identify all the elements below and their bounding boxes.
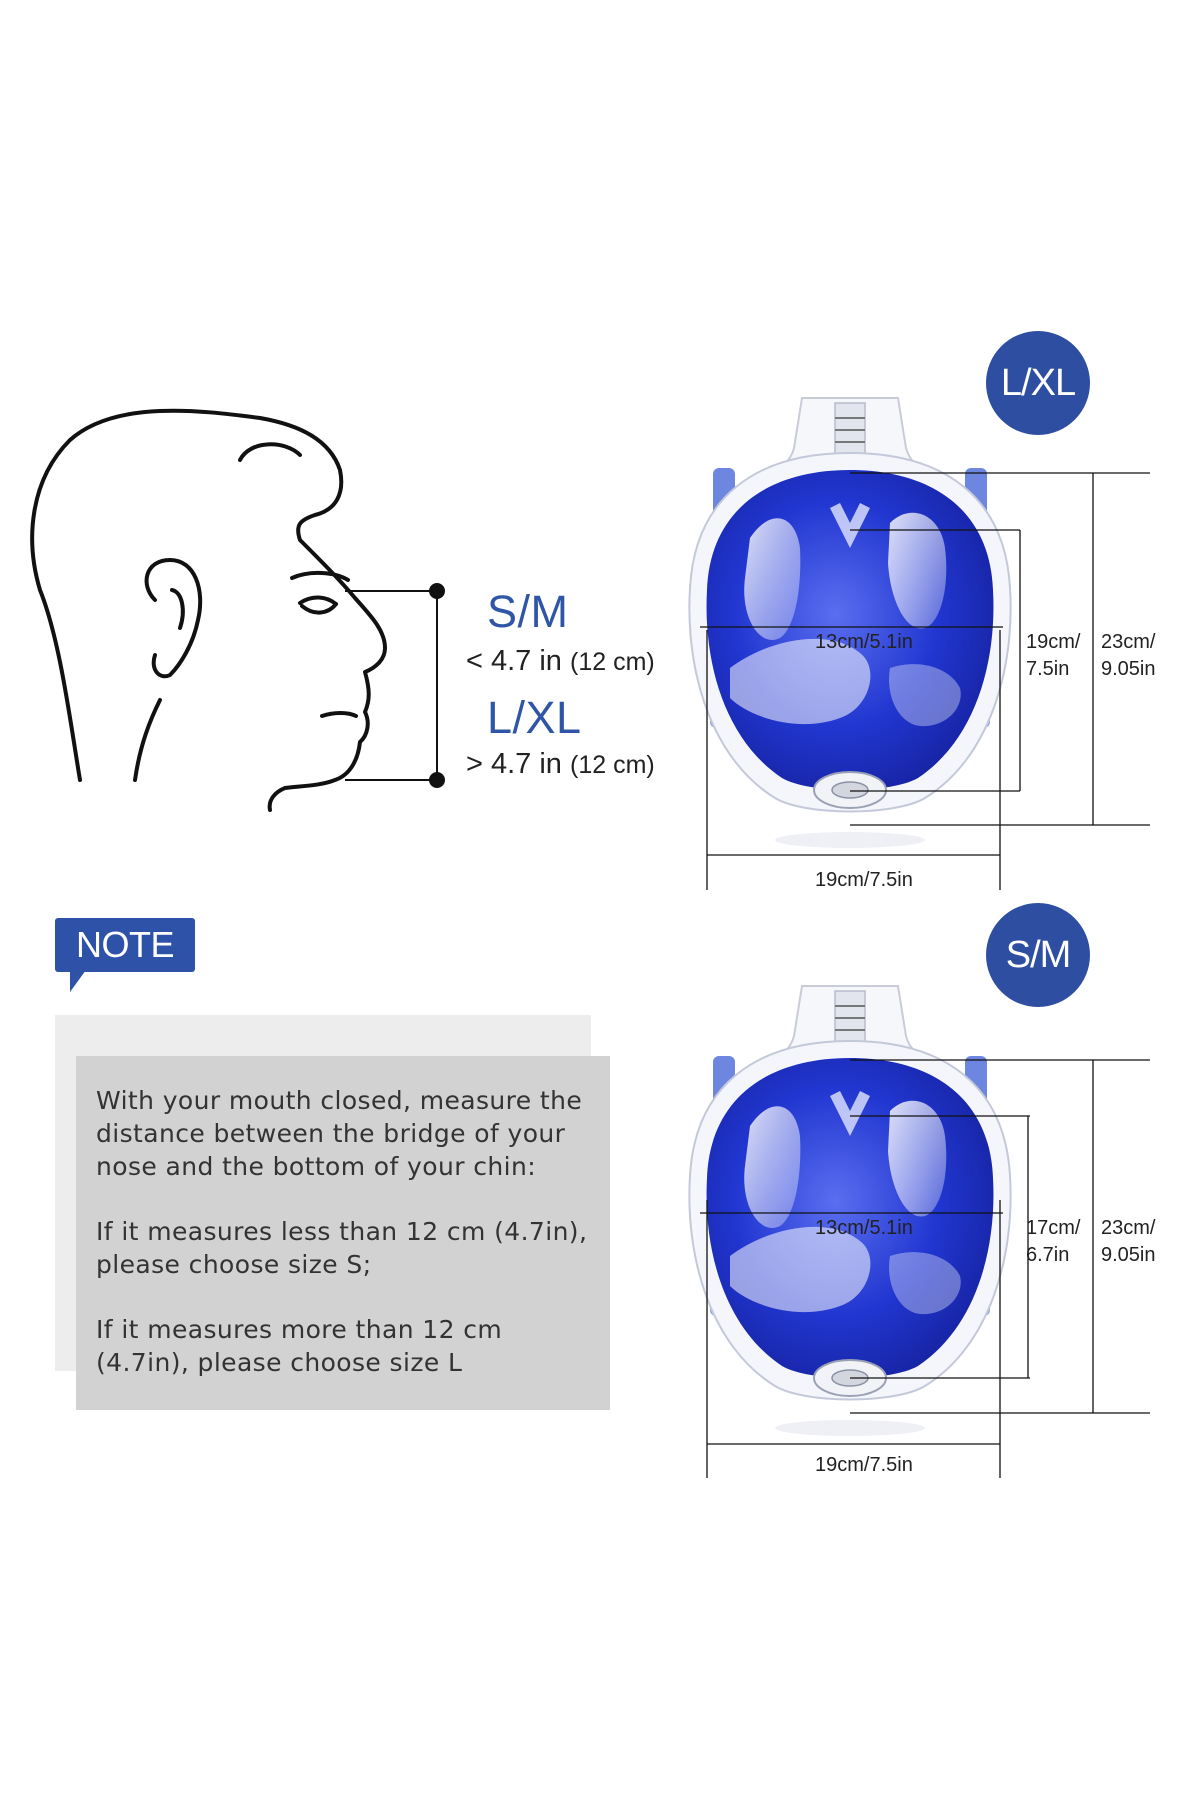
sm-total-height-cm: 23cm/ <box>1101 1217 1156 1239</box>
lxl-total-height-in: 9.05in <box>1101 658 1156 680</box>
lxl-threshold-value: > 4.7 in <box>466 748 562 780</box>
sm-threshold-value: < 4.7 in <box>466 645 562 677</box>
note-paragraph-measure: With your mouth closed, measure the distance between the bridge of your nose and the bottom of your chin: <box>96 1086 583 1181</box>
lxl-inner-height-cm: 19cm/ <box>1026 631 1081 653</box>
lxl-size-label: L/XL <box>487 692 582 743</box>
sm-size-label: S/M <box>487 586 569 637</box>
sm-total-width-label: 19cm/7.5in <box>815 1454 913 1476</box>
lxl-threshold-metric: (12 cm) <box>570 751 655 779</box>
sm-threshold-metric: (12 cm) <box>570 648 655 676</box>
lxl-badge: L/XL <box>986 331 1090 435</box>
lxl-mask-image <box>689 398 1010 848</box>
sm-total-height-in: 9.05in <box>1101 1244 1156 1266</box>
sm-mask-image <box>689 986 1010 1436</box>
sm-inner-width-label: 13cm/5.1in <box>815 1217 913 1239</box>
lxl-total-height-cm: 23cm/ <box>1101 631 1156 653</box>
sm-inner-height-label <box>1026 1215 1080 1269</box>
sm-badge: S/M <box>986 903 1090 1007</box>
lxl-inner-height-in: 7.5in <box>1026 658 1070 680</box>
note-tag: NOTE <box>55 918 195 972</box>
lxl-total-height-label <box>1101 629 1156 683</box>
sm-inner-height-in: 6.7in <box>1026 1244 1070 1266</box>
note-paragraph-large: If it measures more than 12 cm (4.7in), please choose size L <box>96 1315 503 1377</box>
lxl-inner-width-label: 13cm/5.1in <box>815 631 913 653</box>
sm-total-height-label <box>1101 1215 1156 1269</box>
lxl-total-width-label: 19cm/7.5in <box>815 869 913 891</box>
sm-inner-height-cm: 17cm/ <box>1026 1217 1081 1239</box>
lxl-inner-height-label <box>1026 629 1080 683</box>
note-paragraph-small: If it measures less than 12 cm (4.7in), please choose size S; <box>96 1217 588 1279</box>
